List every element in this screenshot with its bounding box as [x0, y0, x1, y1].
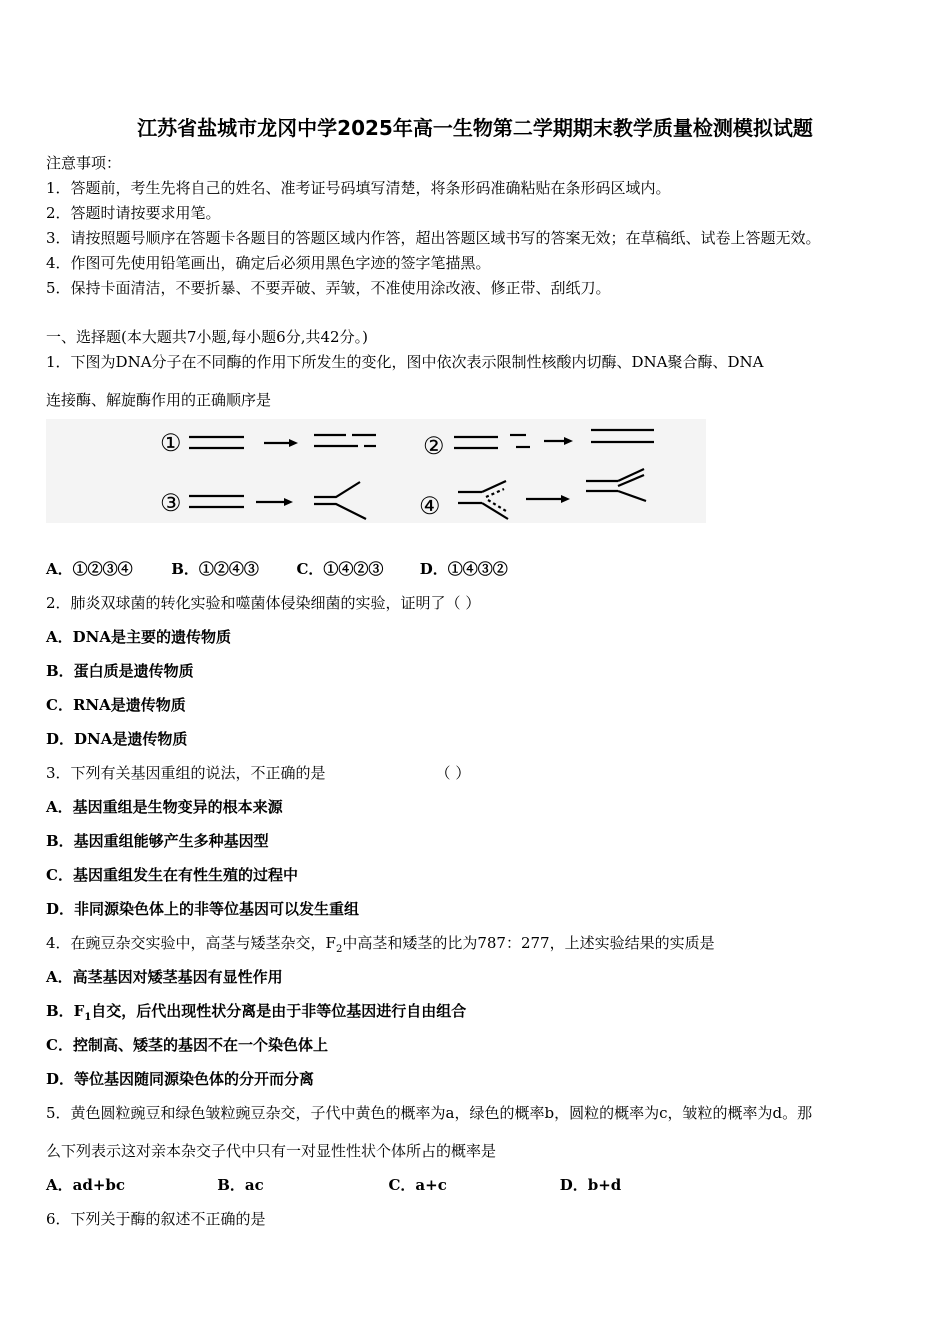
- page-title: 江苏省盐城市龙冈中学2025年高一生物第二学期期末教学质量检测模拟试题: [137, 116, 813, 140]
- question-4-text-cont: 中高茎和矮茎的比为787：277，上述实验结果的实质是: [342, 934, 715, 952]
- option-c: C．基因重组发生在有性生殖的过程中: [46, 866, 298, 884]
- notice-item: 5．保持卡面清洁，不要折暴、不要弄破、弄皱，不准使用涂改液、修正带、刮纸刀。: [46, 279, 611, 297]
- option-b: B．ac: [217, 1176, 264, 1194]
- question-4-text: 4．在豌豆杂交实验中，高茎与矮茎杂交，F: [46, 934, 336, 952]
- question-5-stem: 5．黄色圆粒豌豆和绿色皱粒豌豆杂交，子代中黄色的概率为a，绿色的概率b，圆粒的概率为c，皱粒的概率为d。那: [46, 1104, 813, 1122]
- question-1-options: [46, 558, 508, 579]
- option-a: A．DNA是主要的遗传物质: [46, 628, 231, 646]
- figure-label-4: ④: [419, 492, 441, 520]
- notice-item: 1．答题前，考生先将自己的姓名、准考证号码填写清楚，将条形码准确粘贴在条形码区域内。: [46, 179, 671, 197]
- question-5-options: [46, 1174, 621, 1195]
- option-b-text: B．F: [46, 1002, 85, 1020]
- question-1-stem-cont: 连接酶、解旋酶作用的正确顺序是: [46, 391, 272, 409]
- figure-label-3: ③: [160, 489, 182, 517]
- option-d: D．b+d: [559, 1176, 622, 1194]
- question-6-stem: 6．下列关于酶的叙述不正确的是: [46, 1210, 266, 1228]
- option-b: B．基因重组能够产生多种基因型: [46, 832, 269, 850]
- subscript: 2: [335, 944, 343, 955]
- option-b: B．①②④③: [171, 560, 259, 578]
- option-a: A．高茎基因对矮茎基因有显性作用: [46, 968, 283, 986]
- option-b: B．蛋白质是遗传物质: [46, 662, 194, 680]
- option-a: A．①②③④: [46, 560, 133, 578]
- option-a: A．ad+bc: [46, 1176, 126, 1194]
- dna-enzyme-figure: [46, 419, 706, 523]
- option-b-text-cont: 自交，后代出现性状分离是由于非等位基因进行自由组合: [91, 1002, 467, 1020]
- option-c: C．控制高、矮茎的基因不在一个染色体上: [46, 1036, 328, 1054]
- option-d: D．等位基因随同源染色体的分开而分离: [46, 1070, 315, 1088]
- option-b: [46, 1000, 466, 1023]
- question-3-text: 3．下列有关基因重组的说法，不正确的是: [46, 764, 326, 782]
- option-d: D．①④③②: [419, 560, 508, 578]
- figure-label-1: ①: [160, 429, 182, 457]
- option-c: C．a+c: [388, 1176, 447, 1194]
- option-a: A．基因重组是生物变异的根本来源: [46, 798, 283, 816]
- question-4-stem: [46, 932, 715, 955]
- subscript: 1: [84, 1012, 92, 1023]
- question-5-stem-cont: 么下列表示这对亲本杂交子代中只有一对显性性状个体所占的概率是: [46, 1142, 497, 1160]
- question-2-stem: 2．肺炎双球菌的转化实验和噬菌体侵染细菌的实验，证明了（ ）: [46, 594, 481, 612]
- option-d: D．DNA是遗传物质: [46, 730, 188, 748]
- option-c: C．RNA是遗传物质: [46, 696, 186, 714]
- notice-item: 2．答题时请按要求用笔。: [46, 204, 221, 222]
- option-d: D．非同源染色体上的非等位基因可以发生重组: [46, 900, 360, 918]
- question-3-stem: [46, 762, 470, 783]
- answer-bracket: （ ）: [435, 764, 471, 782]
- figure-label-2: ②: [423, 432, 445, 460]
- notice-item: 4．作图可先使用铅笔画出，确定后必须用黑色字迹的签字笔描黑。: [46, 254, 491, 272]
- notice-item: 3．请按照题号顺序在答题卡各题目的答题区域内作答，超出答题区域书写的答案无效；在草稿纸、试卷上答题无效。: [46, 229, 821, 247]
- notice-heading: 注意事项：: [46, 154, 122, 172]
- option-c: C．①④②③: [296, 560, 384, 578]
- section-heading: 一、选择题(本大题共7小题,每小题6分,共42分。): [46, 328, 368, 346]
- question-1-stem: 1．下图为DNA分子在不同酶的作用下所发生的变化，图中依次表示限制性核酸内切酶、DNA聚合酶、DNA: [46, 353, 764, 371]
